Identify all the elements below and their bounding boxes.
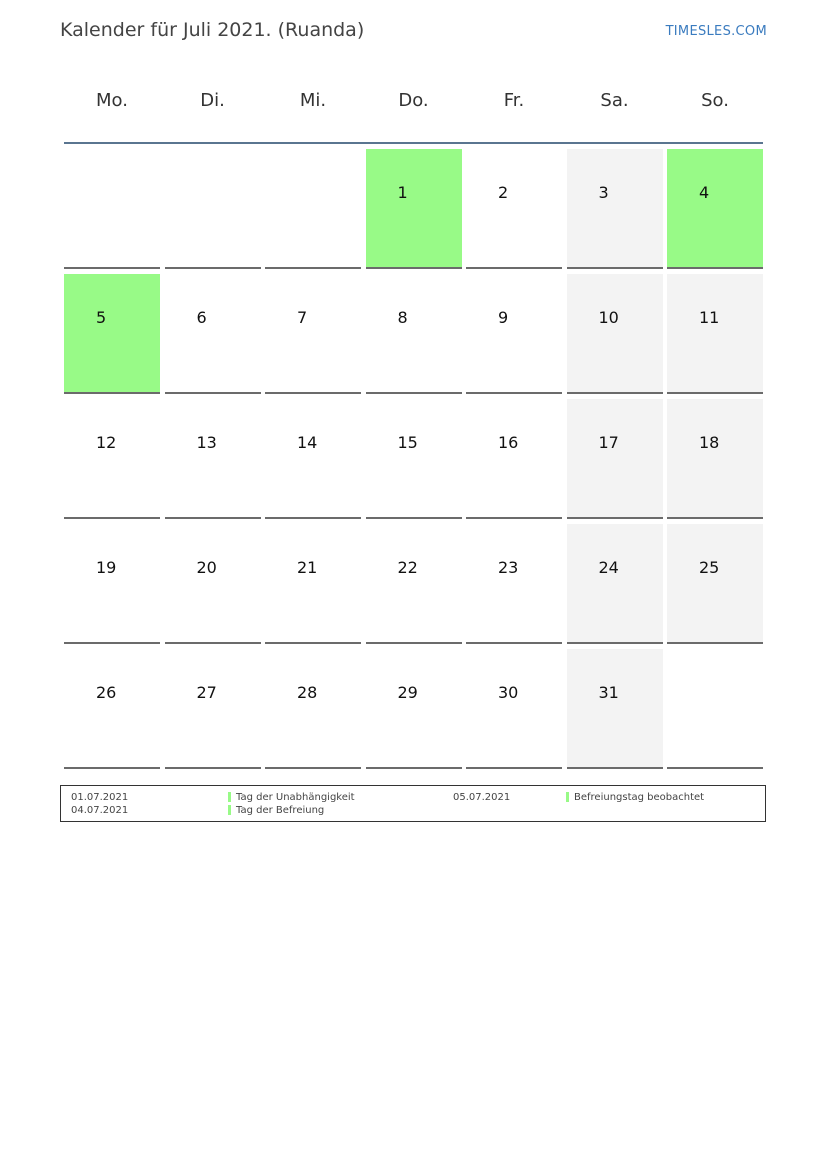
brand-link[interactable]: TIMESLES.COM bbox=[665, 24, 767, 39]
weekday-sat: Sa. bbox=[600, 90, 629, 111]
legend-holiday-name: Befreiungstag beobachtet bbox=[574, 792, 705, 803]
day-number: 15 bbox=[397, 433, 418, 452]
day-cell-4[interactable] bbox=[667, 149, 763, 269]
holiday-legend bbox=[60, 785, 766, 822]
day-number: 18 bbox=[699, 433, 720, 452]
day-number: 12 bbox=[96, 433, 117, 452]
day-cell-30[interactable] bbox=[466, 649, 562, 769]
day-number: 20 bbox=[196, 558, 217, 577]
day-number: 8 bbox=[397, 308, 408, 327]
day-cell-23[interactable] bbox=[466, 524, 562, 644]
day-number: 11 bbox=[699, 308, 720, 327]
day-number: 13 bbox=[196, 433, 217, 452]
day-cell-22[interactable] bbox=[366, 524, 462, 644]
legend-holiday-name: Tag der Unabhängigkeit bbox=[236, 792, 355, 803]
header-divider bbox=[64, 142, 763, 144]
day-number: 17 bbox=[598, 433, 619, 452]
day-cell-14[interactable] bbox=[265, 399, 361, 519]
weekday-sun: So. bbox=[701, 90, 729, 111]
day-number: 30 bbox=[498, 683, 519, 702]
day-cell-10[interactable] bbox=[567, 274, 663, 394]
legend-date: 01.07.2021 bbox=[71, 792, 129, 803]
day-number: 3 bbox=[598, 183, 609, 202]
day-cell-18[interactable] bbox=[667, 399, 763, 519]
day-number: 21 bbox=[297, 558, 318, 577]
day-cell-1[interactable] bbox=[366, 149, 462, 269]
day-number: 27 bbox=[196, 683, 217, 702]
day-number: 23 bbox=[498, 558, 519, 577]
day-cell-25[interactable] bbox=[667, 524, 763, 644]
day-number: 19 bbox=[96, 558, 117, 577]
day-cell-26[interactable] bbox=[64, 649, 160, 769]
day-number: 2 bbox=[498, 183, 509, 202]
day-cell-5[interactable] bbox=[64, 274, 160, 394]
legend-holiday-name: Tag der Befreiung bbox=[236, 805, 325, 816]
day-cell-13[interactable] bbox=[165, 399, 261, 519]
page-title: Kalender für Juli 2021. (Ruanda) bbox=[60, 19, 365, 41]
day-cell-15[interactable] bbox=[366, 399, 462, 519]
day-cell-11[interactable] bbox=[667, 274, 763, 394]
day-number: 28 bbox=[297, 683, 318, 702]
day-number: 29 bbox=[397, 683, 418, 702]
day-cell-28[interactable] bbox=[265, 649, 361, 769]
day-number: 14 bbox=[297, 433, 318, 452]
day-cell-31[interactable] bbox=[567, 649, 663, 769]
empty-day-cell bbox=[64, 149, 160, 269]
day-cell-24[interactable] bbox=[567, 524, 663, 644]
weekday-mon: Mo. bbox=[96, 90, 128, 111]
weekday-header bbox=[64, 90, 763, 111]
day-cell-27[interactable] bbox=[165, 649, 261, 769]
day-number: 6 bbox=[196, 308, 207, 327]
legend-date: 05.07.2021 bbox=[453, 792, 511, 803]
day-number: 1 bbox=[397, 183, 408, 202]
weekday-wed: Mi. bbox=[299, 90, 327, 111]
day-cell-29[interactable] bbox=[366, 649, 462, 769]
day-number: 24 bbox=[598, 558, 619, 577]
day-cell-9[interactable] bbox=[466, 274, 562, 394]
holiday-color-marker bbox=[228, 805, 231, 815]
day-cell-12[interactable] bbox=[64, 399, 160, 519]
day-number: 10 bbox=[598, 308, 619, 327]
weekday-fri: Fr. bbox=[503, 90, 525, 111]
day-cell-8[interactable] bbox=[366, 274, 462, 394]
day-cell-6[interactable] bbox=[165, 274, 261, 394]
day-number: 26 bbox=[96, 683, 117, 702]
day-number: 25 bbox=[699, 558, 720, 577]
calendar-grid bbox=[64, 149, 763, 769]
day-number: 22 bbox=[397, 558, 418, 577]
day-number: 5 bbox=[96, 308, 107, 327]
day-number: 31 bbox=[598, 683, 619, 702]
day-number: 4 bbox=[699, 183, 710, 202]
day-number: 16 bbox=[498, 433, 519, 452]
day-number: 9 bbox=[498, 308, 509, 327]
empty-day-cell bbox=[265, 149, 361, 269]
day-cell-20[interactable] bbox=[165, 524, 261, 644]
holiday-color-marker bbox=[228, 792, 231, 802]
day-cell-3[interactable] bbox=[567, 149, 663, 269]
empty-day-cell bbox=[667, 649, 763, 769]
legend-date: 04.07.2021 bbox=[71, 805, 129, 816]
day-number: 7 bbox=[297, 308, 308, 327]
empty-day-cell bbox=[165, 149, 261, 269]
day-cell-21[interactable] bbox=[265, 524, 361, 644]
day-cell-19[interactable] bbox=[64, 524, 160, 644]
holiday-color-marker bbox=[566, 792, 569, 802]
day-cell-16[interactable] bbox=[466, 399, 562, 519]
weekday-thu: Do. bbox=[398, 90, 429, 111]
day-cell-2[interactable] bbox=[466, 149, 562, 269]
day-cell-17[interactable] bbox=[567, 399, 663, 519]
weekday-tue: Di. bbox=[200, 90, 225, 111]
day-cell-7[interactable] bbox=[265, 274, 361, 394]
